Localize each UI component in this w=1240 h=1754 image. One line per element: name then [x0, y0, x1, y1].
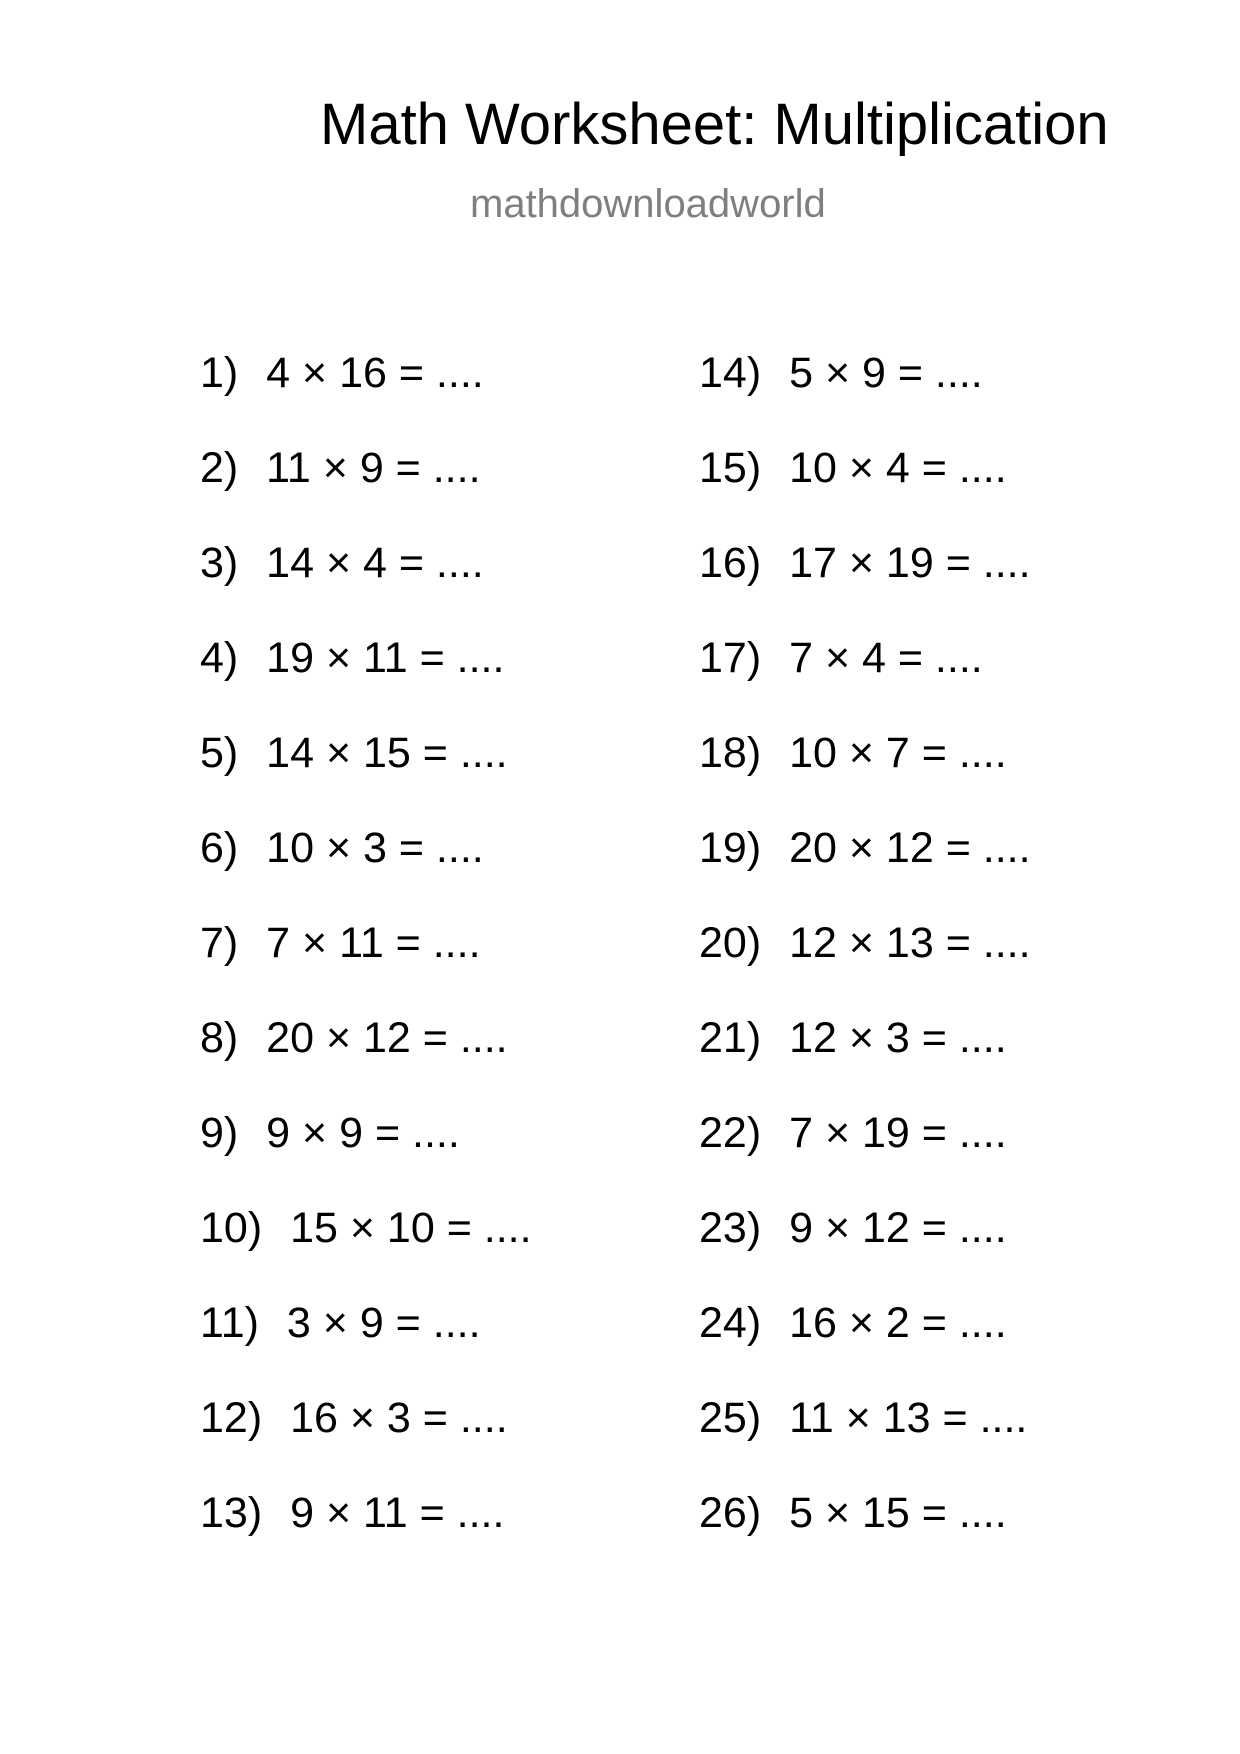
problem-number: 4): [200, 634, 239, 682]
problem-number: 10): [200, 1204, 263, 1252]
problem-number: 8): [200, 1014, 239, 1062]
problem-number: 20): [699, 919, 762, 967]
problem-expression: 9 × 12 = ....: [789, 1204, 1007, 1252]
problem-number: 19): [699, 824, 762, 872]
problem-expression: 10 × 3 = ....: [266, 824, 484, 872]
problem-expression: 9 × 9 = ....: [266, 1109, 460, 1157]
problem-expression: 10 × 7 = ....: [789, 729, 1007, 777]
problem-number: 13): [200, 1489, 263, 1537]
problem-24: [699, 1299, 1031, 1397]
problem-expression: 14 × 4 = ....: [266, 539, 484, 587]
problem-number: 16): [699, 539, 762, 587]
problem-number: 21): [699, 1014, 762, 1062]
problem-19: [699, 824, 1031, 922]
problem-26: [699, 1489, 1031, 1587]
problem-expression: 20 × 12 = ....: [266, 1014, 508, 1062]
problem-16: [699, 539, 1031, 637]
problem-9: [200, 1109, 532, 1207]
problem-17: [699, 634, 1031, 732]
problem-expression: 17 × 19 = ....: [789, 539, 1031, 587]
problem-number: 15): [699, 444, 762, 492]
problems-right-column: [699, 349, 1031, 1587]
problem-number: 11): [200, 1299, 259, 1347]
problem-18: [699, 729, 1031, 827]
problem-10: [200, 1204, 532, 1302]
problem-expression: 7 × 19 = ....: [789, 1109, 1007, 1157]
problem-expression: 3 × 9 = ....: [286, 1299, 481, 1347]
problem-23: [699, 1204, 1031, 1302]
problem-expression: 15 × 10 = ....: [290, 1204, 532, 1252]
problem-20: [699, 919, 1031, 1017]
problem-expression: 16 × 2 = ....: [789, 1299, 1007, 1347]
problem-number: 25): [699, 1394, 762, 1442]
problem-number: 26): [699, 1489, 762, 1537]
problem-expression: 12 × 3 = ....: [789, 1014, 1007, 1062]
problem-number: 3): [200, 539, 239, 587]
problem-expression: 9 × 11 = ....: [290, 1489, 505, 1537]
problem-expression: 11 × 9 = ....: [266, 444, 481, 492]
problem-11: [200, 1299, 532, 1397]
problem-expression: 4 × 16 = ....: [266, 349, 484, 397]
problem-1: [200, 349, 532, 447]
problem-number: 24): [699, 1299, 762, 1347]
problem-12: [200, 1394, 532, 1492]
problem-number: 1): [200, 349, 239, 397]
problem-6: [200, 824, 532, 922]
problem-expression: 7 × 4 = ....: [789, 634, 983, 682]
page-subtitle: mathdownloadworld: [470, 182, 826, 226]
problem-13: [200, 1489, 532, 1587]
problem-3: [200, 539, 532, 637]
problem-expression: 12 × 13 = ....: [789, 919, 1031, 967]
problem-number: 23): [699, 1204, 762, 1252]
problem-expression: 10 × 4 = ....: [789, 444, 1007, 492]
problem-expression: 5 × 15 = ....: [789, 1489, 1007, 1537]
problem-25: [699, 1394, 1031, 1492]
problem-number: 2): [200, 444, 239, 492]
problem-number: 6): [200, 824, 239, 872]
problem-expression: 11 × 13 = ....: [789, 1394, 1028, 1442]
problem-4: [200, 634, 532, 732]
problem-5: [200, 729, 532, 827]
problem-number: 17): [699, 634, 762, 682]
problem-number: 14): [699, 349, 762, 397]
problem-expression: 16 × 3 = ....: [290, 1394, 508, 1442]
problem-expression: 20 × 12 = ....: [789, 824, 1031, 872]
problem-number: 5): [200, 729, 239, 777]
problem-number: 9): [200, 1109, 239, 1157]
problem-7: [200, 919, 532, 1017]
problem-number: 18): [699, 729, 762, 777]
problem-expression: 19 × 11 = ....: [266, 634, 505, 682]
problem-21: [699, 1014, 1031, 1112]
problem-15: [699, 444, 1031, 542]
problem-number: 12): [200, 1394, 263, 1442]
page-title: Math Worksheet: Multiplication: [320, 92, 1109, 157]
problem-8: [200, 1014, 532, 1112]
problem-number: 7): [200, 919, 239, 967]
problem-14: [699, 349, 1031, 447]
problem-expression: 7 × 11 = ....: [266, 919, 481, 967]
problem-2: [200, 444, 532, 542]
problems-left-column: [200, 349, 532, 1587]
problem-number: 22): [699, 1109, 762, 1157]
problem-expression: 5 × 9 = ....: [789, 349, 983, 397]
problem-22: [699, 1109, 1031, 1207]
problem-expression: 14 × 15 = ....: [266, 729, 508, 777]
